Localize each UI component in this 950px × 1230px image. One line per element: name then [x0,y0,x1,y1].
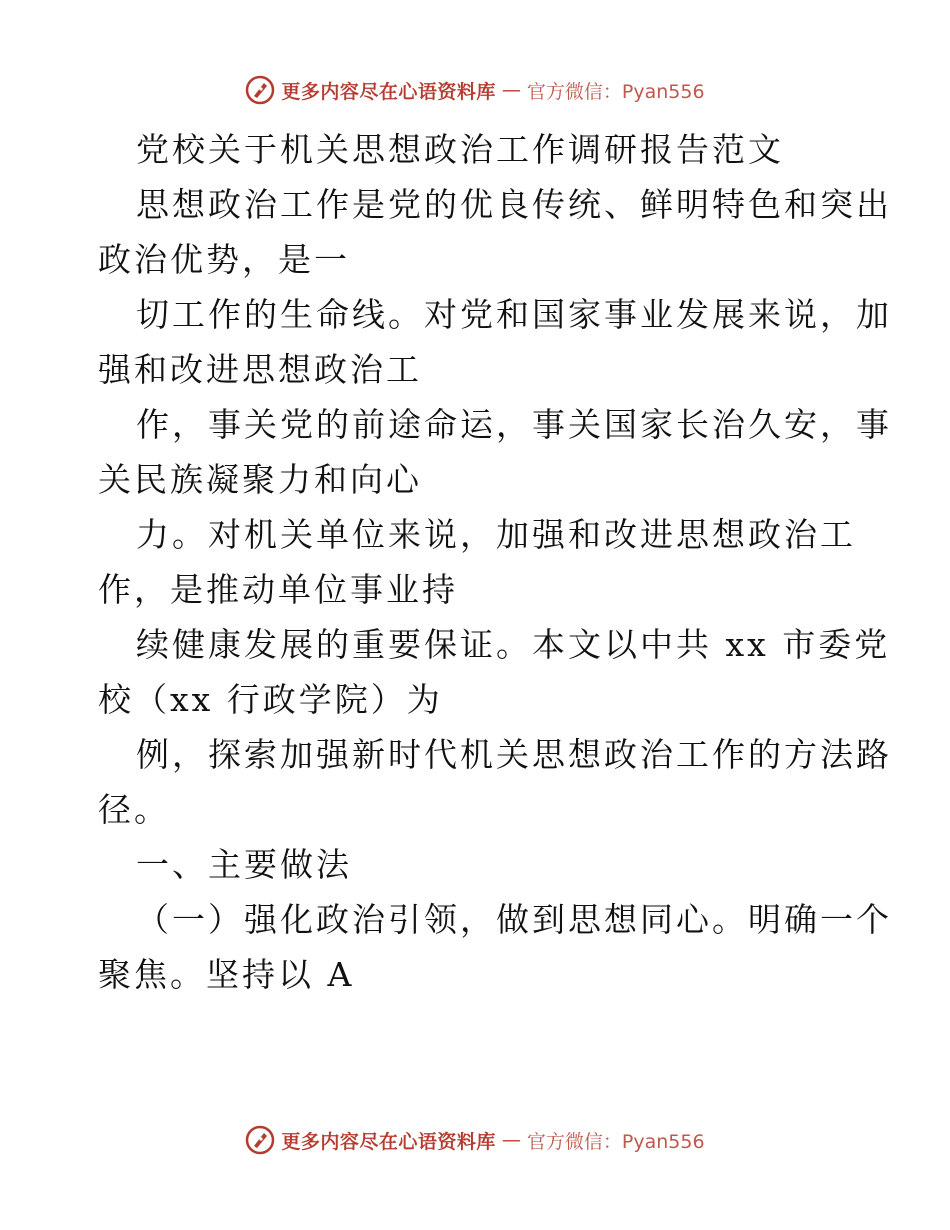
header-watermark [0,73,950,107]
text-line: 政治优势，是一 [98,240,350,279]
text-line: 切工作的生命线。对党和国家事业发展来说，加 [136,295,892,334]
pen-nib-icon [245,75,275,105]
text-line: 径。 [98,790,170,829]
text-line: 例，探索加强新时代机关思想政治工作的方法路 [136,735,892,774]
footer-watermark [0,1123,950,1157]
text-line: 续健康发展的重要保证。本文以中共 xx 市委党 [136,625,891,664]
document-title: 党校关于机关思想政治工作调研报告范文 [136,130,784,169]
text-line: 思想政治工作是党的优良传统、鲜明特色和突出 [136,185,892,224]
text-line: 强和改进思想政治工 [98,350,422,389]
watermark-wechat-text: 官方微信：Pyan556 [526,80,705,103]
text-line: 力。对机关单位来说，加强和改进思想政治工 [136,515,856,554]
text-line: 关民族凝聚力和向心 [98,460,422,499]
text-line: 作，是推动单位事业持 [98,570,458,609]
text-line: 作，事关党的前途命运，事关国家长治久安，事 [136,405,892,444]
watermark-site-text: 更多内容尽在心语资料库 [281,80,496,103]
text-line: （一）强化政治引领，做到思想同心。明确一个 [136,900,892,939]
watermark-dash: — [501,79,521,101]
watermark-dash: — [501,1129,521,1151]
section-heading: 一、主要做法 [136,845,352,884]
watermark-site-text: 更多内容尽在心语资料库 [281,1130,496,1153]
text-line: 聚焦。坚持以 A [98,955,355,994]
pen-nib-icon [245,1125,275,1155]
document-body [98,122,892,1002]
watermark-wechat-text: 官方微信：Pyan556 [526,1130,705,1153]
text-line: 校（xx 行政学院）为 [98,680,443,719]
